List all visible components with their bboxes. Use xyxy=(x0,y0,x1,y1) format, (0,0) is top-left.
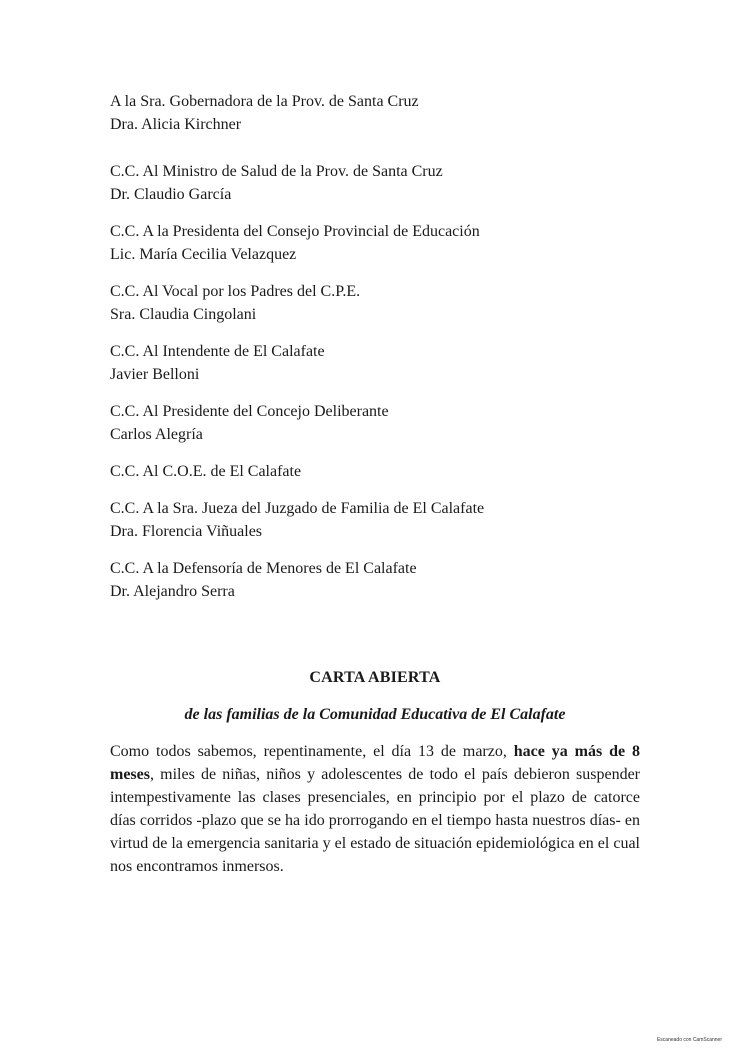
letter-subtitle: de las familias de la Comunidad Educativa de El Calafate xyxy=(184,706,566,723)
scanner-watermark: Escaneado con CamScanner xyxy=(656,1037,722,1043)
recipients-list xyxy=(110,90,670,617)
letter-title: CARTA ABIERTA xyxy=(309,669,441,686)
recipient-title: C.C. Al C.O.E. de El Calafate xyxy=(110,463,302,480)
body-text-emphasis: hace ya más de 8 meses xyxy=(110,743,640,783)
recipient-name: Dra. Florencia Viñuales xyxy=(110,523,263,540)
recipient-coe xyxy=(110,460,670,483)
recipient-title: C.C. Al Intendente de El Calafate xyxy=(110,343,325,360)
recipient-parents-vocal xyxy=(110,280,670,326)
recipient-health-minister xyxy=(110,160,670,206)
recipient-name: Lic. María Cecilia Velazquez xyxy=(110,246,297,263)
recipient-title: C.C. Al Ministro de Salud de la Prov. de Santa Cruz xyxy=(110,163,443,180)
recipient-title: C.C. A la Defensoría de Menores de El Calafate xyxy=(110,560,417,577)
body-text-end: , miles de niñas, niños y adolescentes de todo el país debieron suspender intempestivamente las clases presenciales, en principio por el plazo de catorce días corridos -plazo que se ha ido prorrogando en el tiempo hasta nuestros días- en virtud de la emergencia sanitaria y el estado de situación epidemiológica en el cual nos encontramos inmersos. xyxy=(110,766,640,875)
letter-body-paragraph xyxy=(110,740,640,878)
recipient-name: Dr. Alejandro Serra xyxy=(110,583,235,600)
recipient-council-president xyxy=(110,400,670,446)
recipient-mayor xyxy=(110,340,670,386)
recipient-education-council xyxy=(110,220,670,266)
recipient-title: C.C. Al Vocal por los Padres del C.P.E. xyxy=(110,283,361,300)
body-text-start: Como todos sabemos, repentinamente, el día 13 de marzo, xyxy=(110,743,514,760)
recipient-name: Dra. Alicia Kirchner xyxy=(110,116,242,133)
recipient-minors-defense xyxy=(110,557,670,603)
recipient-name: Dr. Claudio García xyxy=(110,186,232,203)
recipient-title: A la Sra. Gobernadora de la Prov. de Santa Cruz xyxy=(110,93,419,110)
recipient-name: Carlos Alegría xyxy=(110,426,203,443)
recipient-governor xyxy=(110,90,670,136)
recipient-name: Javier Belloni xyxy=(110,366,200,383)
recipient-family-judge xyxy=(110,497,670,543)
recipient-title: C.C. Al Presidente del Concejo Deliberante xyxy=(110,403,389,420)
recipient-name: Sra. Claudia Cingolani xyxy=(110,306,257,323)
recipient-title: C.C. A la Presidenta del Consejo Provincial de Educación xyxy=(110,223,480,240)
recipient-title: C.C. A la Sra. Jueza del Juzgado de Familia de El Calafate xyxy=(110,500,485,517)
